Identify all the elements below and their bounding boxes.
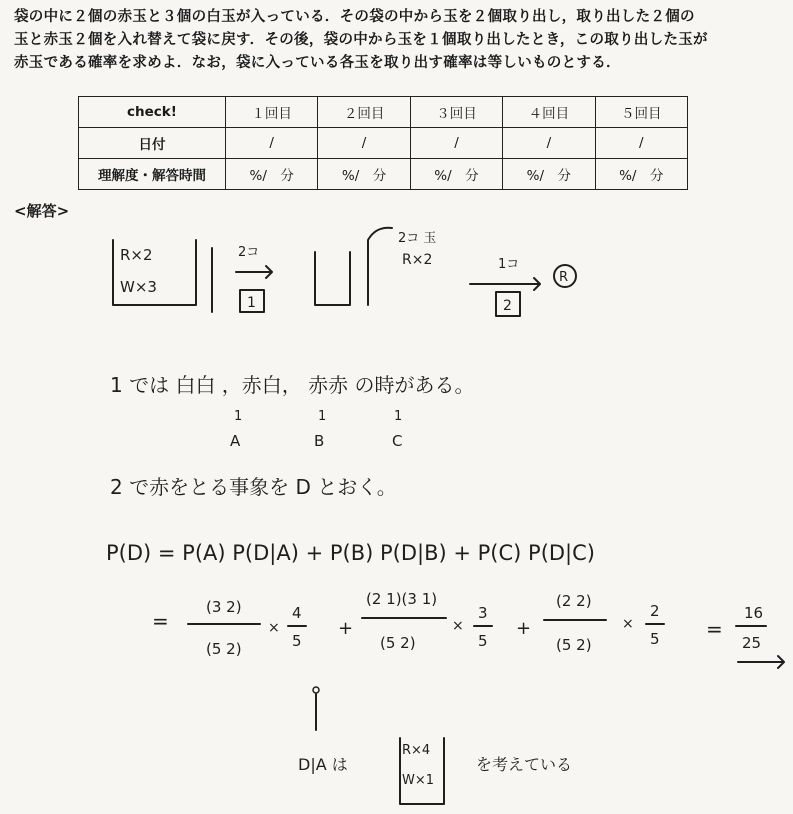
pointer-dot [313,687,319,693]
times-3: × [622,616,634,632]
bag-2-insert-line [368,228,392,305]
problem-line: 玉と赤玉２個を入れ替えて袋に戻す．その後，袋の中から玉を１個取り出したとき，この取り出した玉が [14,32,708,48]
step-2-count: 1コ [498,257,520,272]
date-cell[interactable]: / [595,128,687,159]
times-2: × [452,618,464,634]
case-label-c: C [392,432,403,450]
term-2-prob-den: 5 [478,632,488,650]
note-left: D|A は [298,755,348,774]
step-1-box-num: 1 [247,295,256,311]
case-num-b: 1 [318,409,327,424]
check-header-cell: ４回目 [503,97,595,128]
answer-denominator: 25 [742,634,762,652]
step-2-arrow [470,278,540,290]
case-num-a: 1 [234,409,243,424]
swap-note: 2コ 玉 [398,231,437,246]
term-2-prob-num: 3 [478,604,488,622]
row-label: 日付 [79,128,226,159]
term-3-prob-den: 5 [650,630,660,648]
date-cell[interactable]: / [226,128,318,159]
bag-2-red: R×2 [402,252,433,268]
term-1-prob-num: 4 [292,604,302,622]
note-bag-red: R×4 [402,743,431,758]
case-label-b: B [314,432,325,450]
note-right: を考えている [476,755,573,774]
understanding-cell[interactable]: %/ 分 [318,159,410,190]
answer-label: <解答> [14,202,70,220]
step-1-count: 2コ [238,245,260,260]
plus-1: + [338,618,354,639]
case-line: 1 では 白白 ，赤白， 赤赤 の時がある。 [110,373,475,397]
step-1-arrow [236,266,272,278]
term-1-denominator: (5 2) [206,640,242,658]
case-label-a: A [230,432,241,450]
understanding-cell[interactable]: %/ 分 [410,159,502,190]
understanding-cell[interactable]: %/ 分 [595,159,687,190]
understanding-cell[interactable]: %/ 分 [503,159,595,190]
problem-line: 赤玉である確率を求めよ．なお，袋に入っている各玉を取り出す確率は等しいものとする． [14,55,621,71]
term-1-numerator: (3 2) [206,598,242,616]
problem-line: 袋の中に２個の赤玉と３個の白玉が入っている．その袋の中から玉を２個取り出し，取り出した２個の [14,9,695,25]
plus-2: + [516,618,532,639]
term-2-denominator: (5 2) [380,634,416,652]
check-header-cell: ２回目 [318,97,410,128]
equals-sign-2: = [706,617,723,641]
check-header-cell: check! [79,97,226,128]
step-2-box-num: 2 [503,298,512,314]
note-bag-white: W×1 [402,773,435,788]
result-red: R [559,270,569,285]
check-header-cell: １回目 [226,97,318,128]
check-header-cell: ５回目 [595,97,687,128]
total-probability-formula: P(D) = P(A) P(D|A) + P(B) P(D|B) + P(C) P(D|C) [106,541,595,565]
answer-arrow [738,656,784,668]
understanding-cell[interactable]: %/ 分 [226,159,318,190]
bag-1-red: R×2 [120,246,153,264]
term-3-prob-num: 2 [650,602,660,620]
event-line: 2 で赤をとる事象を D とおく。 [110,475,397,499]
row-label: 理解度・解答時間 [79,159,226,190]
date-cell[interactable]: / [318,128,410,159]
equals-sign: = [152,609,169,633]
check-header-cell: ３回目 [410,97,502,128]
term-3-denominator: (5 2) [556,636,592,654]
term-3-numerator: (2 2) [556,592,592,610]
answer-numerator: 16 [744,604,764,622]
times-1: × [268,620,280,636]
term-1-prob-den: 5 [292,632,302,650]
term-2-numerator: (2 1)(3 1) [366,590,438,608]
date-cell[interactable]: / [410,128,502,159]
case-num-c: 1 [394,409,403,424]
bag-2-outline [315,252,350,305]
bag-1-white: W×3 [120,278,157,296]
date-cell[interactable]: / [503,128,595,159]
